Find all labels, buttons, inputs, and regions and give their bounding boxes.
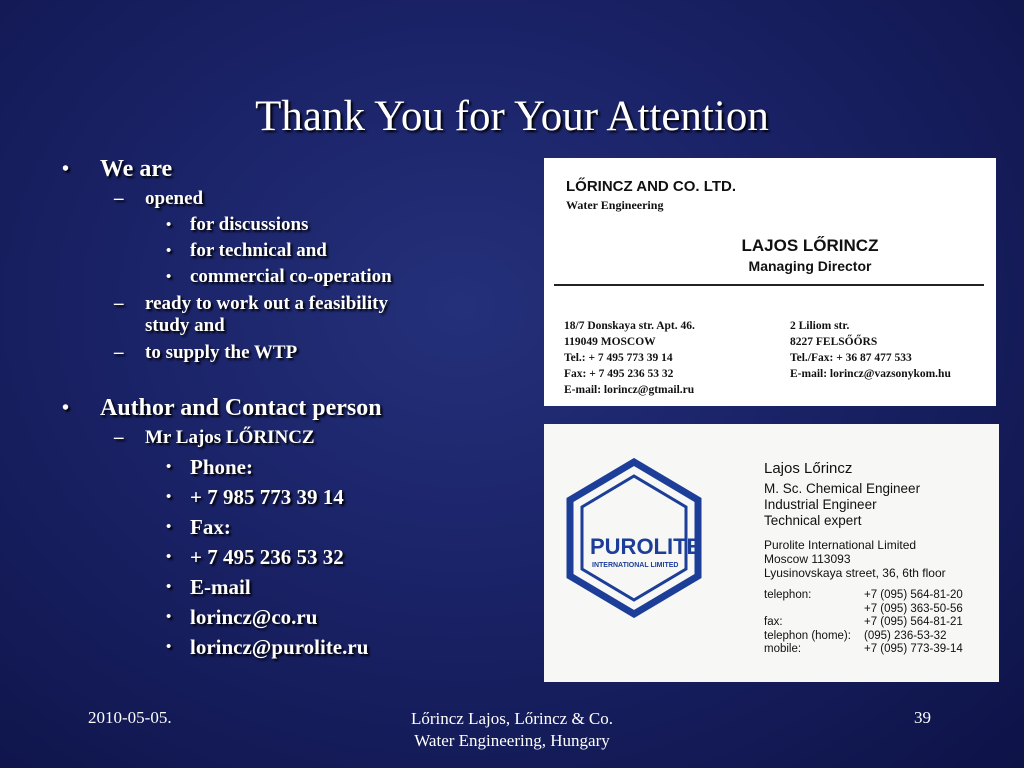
card2-org-line: Purolite International Limited [764, 538, 917, 552]
bullet-email2: • lorincz@purolite.ru [62, 635, 532, 659]
bullet-opened: – opened [62, 188, 532, 210]
card2-phone-value: (095) 236-53-32 [864, 629, 947, 642]
card1-moscow-line: Tel.: + 7 495 773 39 14 [564, 352, 673, 364]
card2-phone-label: fax: [764, 616, 783, 628]
card2-phone-value: +7 (095) 363-50-56 [864, 602, 963, 615]
bullet-ready [62, 293, 532, 337]
footer-author-line1: Lőrincz Lajos, Lőrincz & Co. [410, 709, 614, 728]
card2-phone-value: +7 (095) 564-81-21 [864, 616, 963, 628]
bullet-fax-value: • + 7 495 236 53 32 [62, 545, 532, 569]
bullet-author: • Author and Contact person [62, 394, 532, 422]
bullet-phone-value: • + 7 985 773 39 14 [62, 485, 532, 509]
bullet-supply: – to supply the WTP [62, 342, 532, 364]
card2-phone-value: +7 (095) 564-81-20 [864, 589, 963, 601]
card1-moscow-line: E-mail: lorincz@gtmail.ru [564, 384, 695, 396]
footer-page-number: 39 [914, 708, 931, 727]
card2-org-line: Lyusinovskaya street, 36, 6th floor [764, 566, 946, 580]
card2-phone-label: telephon (home): [764, 629, 851, 642]
card1-moscow-line: 18/7 Donskaya str. Apt. 46. [564, 320, 695, 332]
business-card-lorincz-co [544, 158, 996, 406]
bullet-email-label: • E-mail [62, 575, 532, 599]
bullet-list [62, 155, 532, 659]
footer-author-line2: Water Engineering, Hungary [414, 731, 610, 750]
card1-company: LŐRINCZ AND CO. LTD. [566, 178, 736, 195]
card1-moscow-line: Fax: + 7 495 236 53 32 [564, 368, 674, 380]
card2-phone-list [764, 589, 963, 657]
card1-hungary-line: 8227 FELSŐŐRS [790, 336, 878, 348]
footer-date: 2010-05-05. [88, 708, 172, 727]
bullet-ready-line1: ready to work out a feasibility [145, 293, 388, 314]
card1-hungary-line: Tel./Fax: + 36 87 477 533 [790, 352, 912, 364]
card2-org-line: Moscow 113093 [764, 552, 851, 566]
business-card-purolite [544, 424, 999, 682]
bullet-ready-line2: study and [145, 315, 225, 336]
bullet-we-are: • We are [62, 155, 532, 183]
footer-author [0, 708, 1024, 752]
bullet-for-technical: • for technical and [62, 240, 532, 262]
card1-divider [554, 284, 984, 286]
card1-role: Managing Director [748, 258, 872, 274]
card1-hungary-line: 2 Liliom str. [790, 320, 850, 332]
card2-title-line: M. Sc. Chemical Engineer [764, 481, 921, 496]
card2-organization [764, 538, 946, 580]
bullet-mr-name: – Mr Lajos LŐRINCZ [62, 427, 532, 449]
card2-phone-label [764, 603, 864, 617]
card2-phone-row [764, 589, 963, 603]
card2-phone-value: +7 (095) 773-39-14 [864, 643, 963, 655]
card1-name: LAJOS LŐRINCZ [741, 236, 879, 255]
card2-phone-label: telephon: [764, 589, 812, 601]
bullet-phone-label: • Phone: [62, 455, 532, 479]
bullet-for-discussions: • for discussions [62, 214, 532, 236]
bullet-commercial: • commercial co-operation [62, 266, 532, 288]
purolite-logo-subtitle: INTERNATIONAL LIMITED [592, 562, 679, 569]
card1-moscow-line: 119049 MOSCOW [564, 336, 656, 348]
card2-title-line: Industrial Engineer [764, 497, 877, 512]
card1-hungary-line: E-mail: lorincz@vazsonykom.hu [790, 368, 951, 380]
bullet-fax-label: • Fax: [62, 515, 532, 539]
card1-department: Water Engineering [566, 198, 664, 212]
slide-title: Thank You for Your Attention [255, 93, 769, 140]
bullet-email1: • lorincz@co.ru [62, 605, 532, 629]
purolite-logo-text: PUROLITE [590, 534, 702, 559]
card1-moscow-address [564, 318, 695, 398]
card2-phone-row [764, 603, 963, 617]
card2-phone-row [764, 616, 963, 630]
card1-hungary-address [790, 318, 951, 382]
card2-title-line: Technical expert [764, 513, 862, 528]
card2-phone-row [764, 630, 963, 644]
card2-phone-row [764, 643, 963, 657]
card2-phone-label: mobile: [764, 643, 802, 655]
card2-name: Lajos Lőrincz [764, 460, 853, 477]
card2-titles [764, 481, 920, 529]
